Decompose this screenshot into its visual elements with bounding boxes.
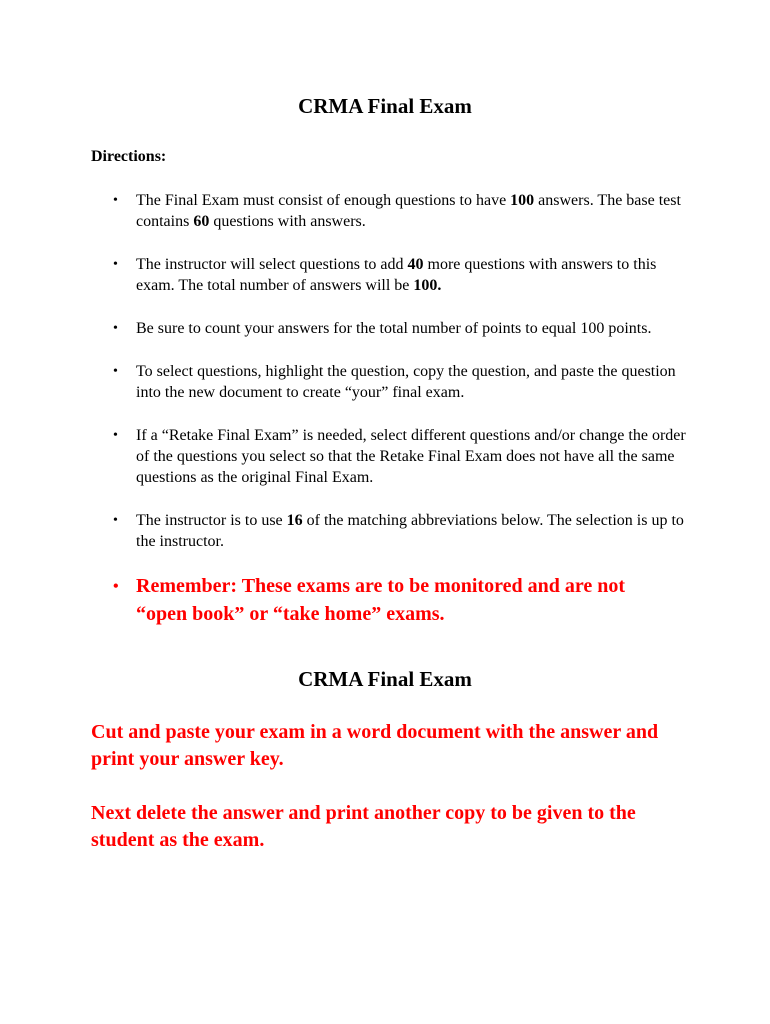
repeat-title: CRMA Final Exam	[298, 667, 472, 691]
bullet-text: The instructor is to use	[136, 512, 287, 529]
bullet-text: The instructor will select questions to add	[136, 256, 408, 273]
bullet-text: If a “Retake Final Exam” is needed, select different questions and/or change the order of the questions you select so that the Retake Final Exam does not have all the same questions as the original Final Exam.	[136, 427, 686, 486]
bullet-icon: •	[113, 193, 118, 208]
bullet-icon: •	[113, 257, 118, 272]
list-item	[0, 254, 696, 296]
directions-label: Directions:	[91, 148, 167, 165]
bold-number: 100.	[413, 277, 442, 294]
bullet-text: Be sure to count your answers for the total number of points to equal 100 points.	[136, 320, 652, 337]
bullet-text: questions with answers.	[209, 213, 366, 230]
bullet-text: of the matching abbreviations below. The selection is up to the instructor.	[136, 512, 684, 550]
page-title: CRMA Final Exam	[298, 94, 472, 118]
list-item	[0, 425, 696, 488]
bold-number: 40	[407, 256, 424, 273]
cut-paste-instruction: Cut and paste your exam in a word document with the answer and print your answer key.	[91, 721, 659, 770]
bold-number: 60	[193, 213, 210, 230]
bullet-icon: •	[113, 578, 119, 595]
bullet-icon: •	[113, 513, 118, 528]
next-delete-instruction: Next delete the answer and print another copy to be given to the student as the exam.	[91, 802, 636, 851]
list-item	[0, 318, 696, 339]
directions-list	[0, 190, 770, 650]
bullet-icon: •	[113, 428, 118, 443]
remember-warning	[0, 572, 676, 628]
bullet-text: answers. The base test contains	[136, 192, 681, 230]
list-item	[0, 190, 696, 232]
bullet-text: The Final Exam must consist of enough questions to have	[136, 192, 511, 209]
list-item	[0, 510, 696, 552]
bold-number: 16	[286, 512, 303, 529]
bullet-icon: •	[113, 364, 118, 379]
bullet-icon: •	[113, 321, 118, 336]
bullet-text: more questions with answers to this exam. The total number of answers will be	[136, 256, 657, 294]
remember-text: Remember: These exams are to be monitored and are not “open book” or “take home” exams.	[136, 575, 626, 625]
bullet-text: To select questions, highlight the question, copy the question, and paste the question into the new document to create “your” final exam.	[136, 363, 676, 401]
list-item	[0, 361, 696, 403]
bold-number: 100	[510, 192, 535, 209]
